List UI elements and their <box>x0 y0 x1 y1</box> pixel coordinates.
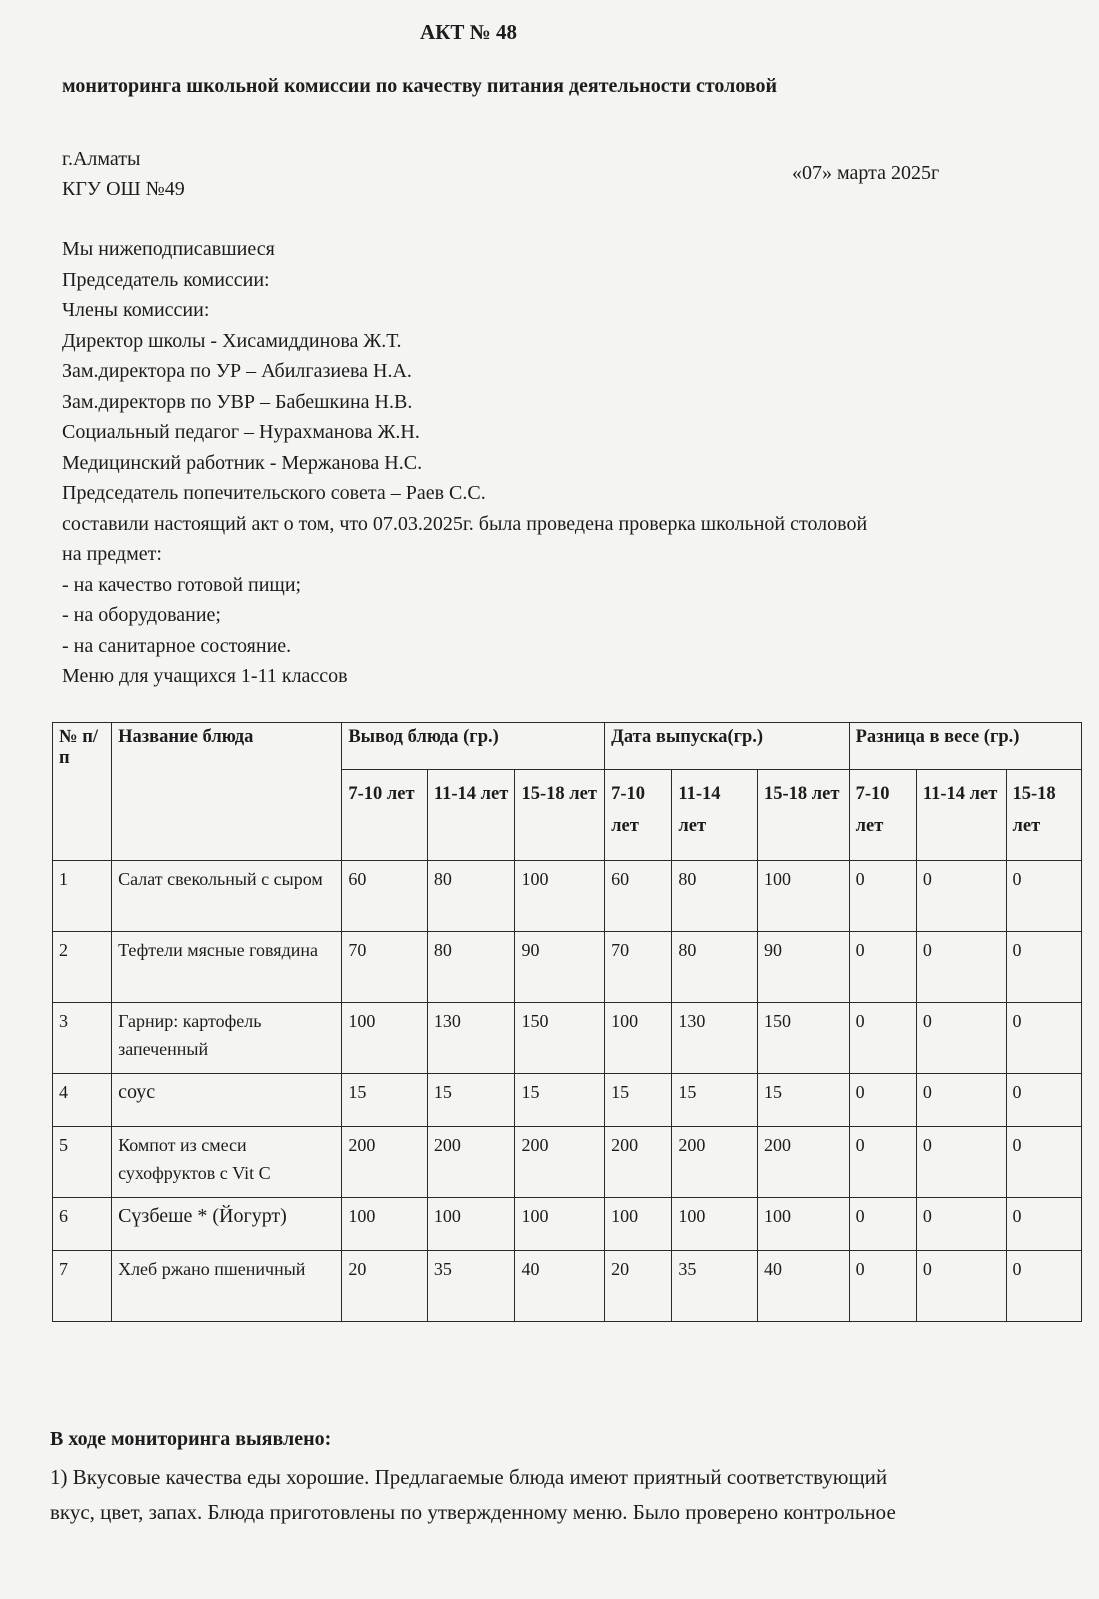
col-dish-header: Название блюда <box>112 723 342 861</box>
weight-rel-cell: 150 <box>757 1003 849 1074</box>
weight-diff-cell: 0 <box>916 1198 1006 1251</box>
weight-out-cell: 100 <box>515 1198 605 1251</box>
weight-out-cell: 60 <box>342 861 428 932</box>
body-line: Председатель попечительского совета – Раев С.С. <box>62 482 486 504</box>
row-number: 5 <box>53 1127 112 1198</box>
weight-out-cell: 90 <box>515 932 605 1003</box>
row-number: 7 <box>53 1251 112 1322</box>
table-row <box>53 861 1082 932</box>
weight-diff-cell: 0 <box>849 1251 916 1322</box>
weight-out-cell: 100 <box>342 1003 428 1074</box>
body-line: Мы нижеподписавшиеся <box>62 238 275 260</box>
weight-out-cell: 200 <box>427 1127 515 1198</box>
age-header-diff: 11-14 лет <box>916 770 1006 861</box>
weight-out-cell: 15 <box>515 1074 605 1127</box>
table-row <box>53 1003 1082 1074</box>
weight-rel-cell: 60 <box>605 861 672 932</box>
age-header-release: 7-10 лет <box>605 770 672 861</box>
col-number-header: № п/п <box>53 723 112 861</box>
weight-diff-cell: 0 <box>916 1074 1006 1127</box>
dish-name: Хлеб ржано пшеничный <box>112 1251 342 1322</box>
weight-diff-cell: 0 <box>916 1127 1006 1198</box>
weight-out-cell: 20 <box>342 1251 428 1322</box>
weight-diff-cell: 0 <box>849 1127 916 1198</box>
body-line: Члены комиссии: <box>62 299 210 321</box>
age-header-release: 11-14 лет <box>672 770 758 861</box>
table-row <box>53 1074 1082 1127</box>
act-subtitle: мониторинга школьной комиссии по качеству питания деятельности столовой <box>62 75 778 97</box>
weight-diff-cell: 0 <box>849 1003 916 1074</box>
weight-diff-cell: 0 <box>1006 1251 1082 1322</box>
weight-rel-cell: 20 <box>605 1251 672 1322</box>
group-diff-header: Разница в весе (гр.) <box>849 723 1081 770</box>
age-header-release: 15-18 лет <box>757 770 849 861</box>
body-line: Меню для учащихся 1-11 классов <box>62 665 348 687</box>
body-line: Социальный педагог – Нурахманова Ж.Н. <box>62 421 420 443</box>
row-number: 2 <box>53 932 112 1003</box>
weight-rel-cell: 90 <box>757 932 849 1003</box>
weight-diff-cell: 0 <box>1006 1074 1082 1127</box>
weight-out-cell: 35 <box>427 1251 515 1322</box>
table-row <box>53 1198 1082 1251</box>
dish-name: Гарнир: картофель запеченный <box>112 1003 342 1074</box>
findings-heading: В ходе мониторинга выявлено: <box>50 1428 332 1450</box>
menu-table <box>52 722 1082 1322</box>
group-release-header: Дата выпуска(гр.) <box>605 723 849 770</box>
row-number: 4 <box>53 1074 112 1127</box>
weight-diff-cell: 0 <box>1006 861 1082 932</box>
dish-name: Тефтели мясные говядина <box>112 932 342 1003</box>
weight-diff-cell: 0 <box>916 861 1006 932</box>
weight-out-cell: 100 <box>427 1198 515 1251</box>
weight-rel-cell: 15 <box>757 1074 849 1127</box>
body-line: Зам.директорв по УВР – Бабешкина Н.В. <box>62 390 413 413</box>
weight-out-cell: 200 <box>342 1127 428 1198</box>
weight-out-cell: 70 <box>342 932 428 1003</box>
act-date: «07» марта 2025г <box>792 162 940 184</box>
age-header-output: 7-10 лет <box>342 770 428 861</box>
table-row <box>53 1127 1082 1198</box>
weight-out-cell: 200 <box>515 1127 605 1198</box>
row-number: 1 <box>53 861 112 932</box>
weight-rel-cell: 35 <box>672 1251 758 1322</box>
weight-diff-cell: 0 <box>1006 1003 1082 1074</box>
table-row <box>53 932 1082 1003</box>
weight-diff-cell: 0 <box>849 861 916 932</box>
table-row <box>53 1251 1082 1322</box>
dish-name: Сүзбеше * (Йогурт) <box>112 1198 342 1251</box>
weight-out-cell: 15 <box>342 1074 428 1127</box>
age-header-output: 15-18 лет <box>515 770 605 861</box>
menu-table-body <box>53 861 1082 1322</box>
weight-diff-cell: 0 <box>1006 1127 1082 1198</box>
findings-paragraph <box>50 1460 1099 1530</box>
weight-diff-cell: 0 <box>916 1251 1006 1322</box>
city: г.Алматы <box>62 148 141 170</box>
weight-rel-cell: 80 <box>672 932 758 1003</box>
body-line: Зам.директора по УР – Абилгазиева Н.А. <box>62 360 412 382</box>
body-line: - на санитарное состояние. <box>62 634 292 657</box>
weight-diff-cell: 0 <box>916 1003 1006 1074</box>
weight-out-cell: 15 <box>427 1074 515 1127</box>
age-header-diff: 7-10 лет <box>849 770 916 861</box>
weight-rel-cell: 15 <box>672 1074 758 1127</box>
weight-rel-cell: 200 <box>605 1127 672 1198</box>
weight-diff-cell: 0 <box>1006 1198 1082 1251</box>
weight-out-cell: 40 <box>515 1251 605 1322</box>
weight-rel-cell: 40 <box>757 1251 849 1322</box>
weight-rel-cell: 200 <box>757 1127 849 1198</box>
weight-rel-cell: 200 <box>672 1127 758 1198</box>
body-line: Председатель комиссии: <box>62 268 270 291</box>
weight-rel-cell: 100 <box>605 1003 672 1074</box>
body-line: - на качество готовой пищи; <box>62 573 302 596</box>
body-line: на предмет: <box>62 543 162 565</box>
weight-diff-cell: 0 <box>849 932 916 1003</box>
weight-rel-cell: 100 <box>672 1198 758 1251</box>
weight-diff-cell: 0 <box>916 932 1006 1003</box>
body-line: Медицинский работник - Мержанова Н.С. <box>62 451 423 474</box>
weight-diff-cell: 0 <box>1006 932 1082 1003</box>
dish-name: соус <box>112 1074 342 1127</box>
weight-out-cell: 80 <box>427 861 515 932</box>
weight-rel-cell: 130 <box>672 1003 758 1074</box>
findings-line: вкус, цвет, запах. Блюда приготовлены по утвержденному меню. Было проверено контрольное <box>50 1500 896 1524</box>
weight-rel-cell: 80 <box>672 861 758 932</box>
weight-diff-cell: 0 <box>849 1198 916 1251</box>
weight-diff-cell: 0 <box>849 1074 916 1127</box>
findings-line: 1) Вкусовые качества еды хорошие. Предлагаемые блюда имеют приятный соответствующий <box>50 1465 888 1489</box>
weight-out-cell: 150 <box>515 1003 605 1074</box>
body-line: Директор школы - Хисамиддинова Ж.Т. <box>62 329 402 352</box>
body-line: составили настоящий акт о том, что 07.03.2025г. была проведена проверка школьной столовой <box>62 512 868 535</box>
group-output-header: Вывод блюда (гр.) <box>342 723 605 770</box>
weight-rel-cell: 100 <box>605 1198 672 1251</box>
act-title: АКТ № 48 <box>420 20 518 44</box>
dish-name: Компот из смеси сухофруктов с Vit C <box>112 1127 342 1198</box>
dish-name: Салат свекольный с сыром <box>112 861 342 932</box>
body-line: - на оборудование; <box>62 604 221 626</box>
weight-out-cell: 80 <box>427 932 515 1003</box>
weight-out-cell: 130 <box>427 1003 515 1074</box>
weight-out-cell: 100 <box>515 861 605 932</box>
weight-rel-cell: 100 <box>757 861 849 932</box>
weight-rel-cell: 70 <box>605 932 672 1003</box>
school-name: КГУ ОШ №49 <box>62 178 185 200</box>
age-header-output: 11-14 лет <box>427 770 515 861</box>
row-number: 3 <box>53 1003 112 1074</box>
weight-out-cell: 100 <box>342 1198 428 1251</box>
age-header-diff: 15-18 лет <box>1006 770 1082 861</box>
row-number: 6 <box>53 1198 112 1251</box>
weight-rel-cell: 15 <box>605 1074 672 1127</box>
weight-rel-cell: 100 <box>757 1198 849 1251</box>
